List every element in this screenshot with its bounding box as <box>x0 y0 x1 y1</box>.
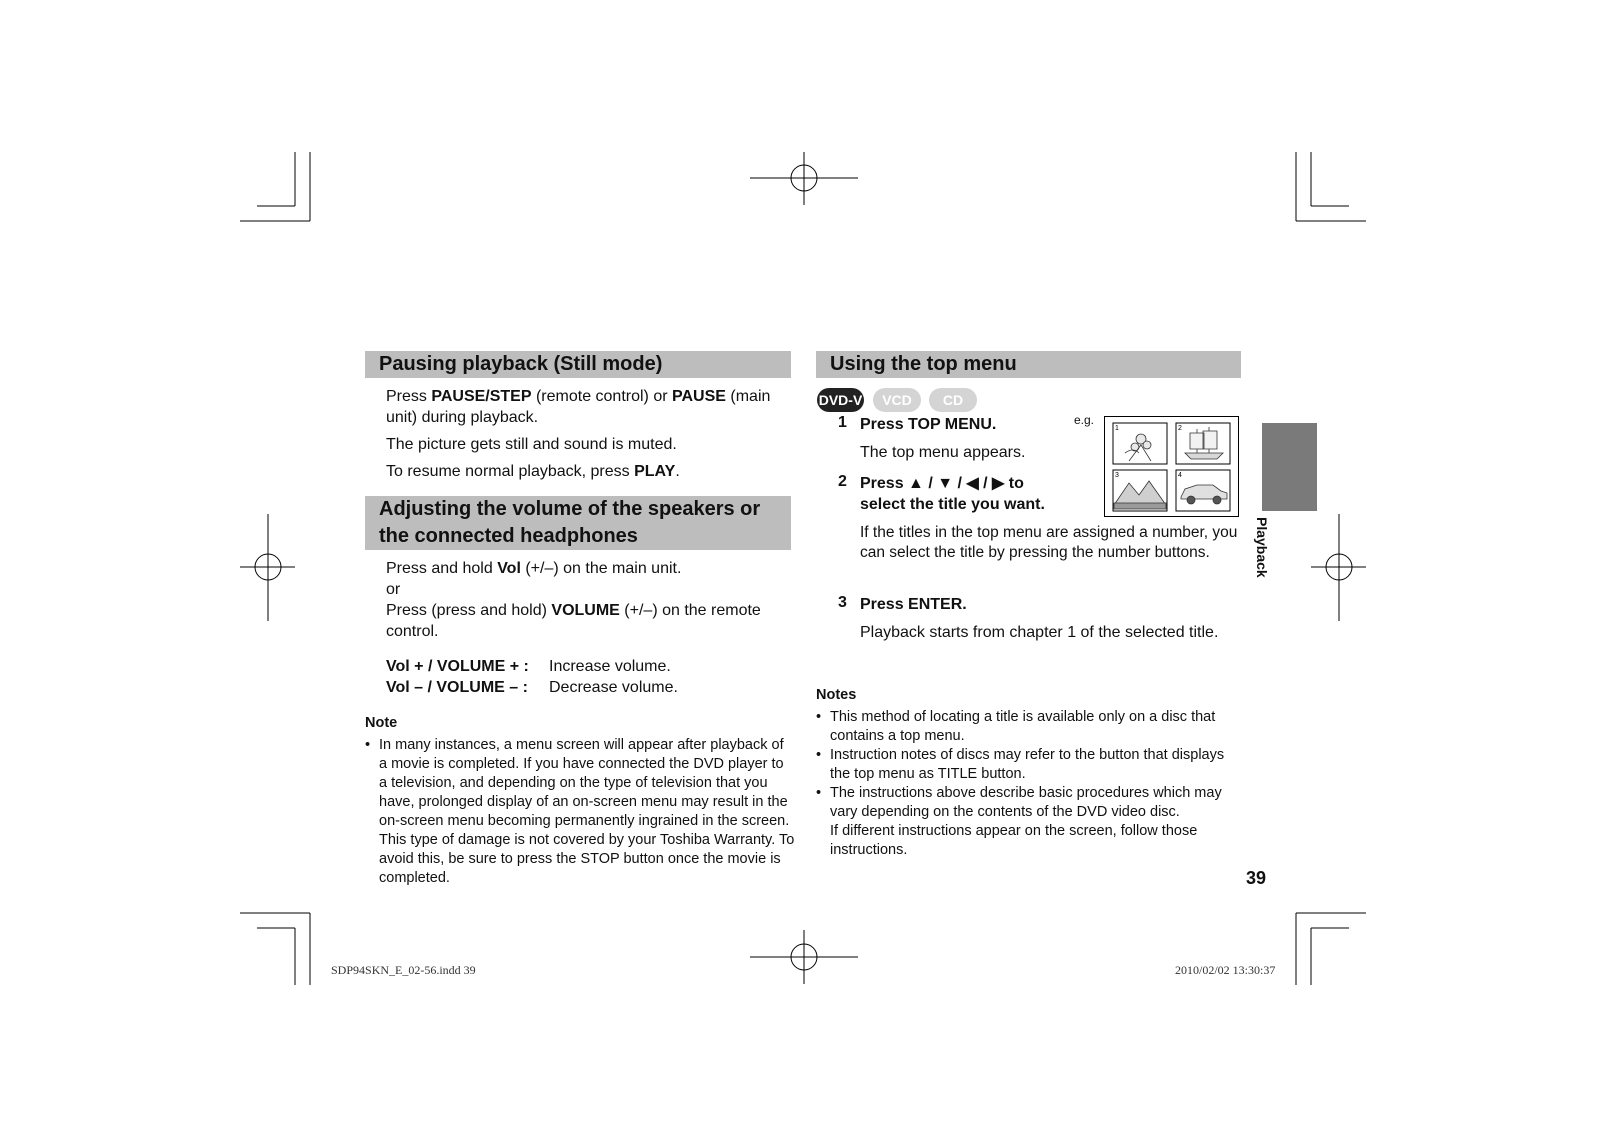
thumbnail-number-4: 4 <box>1178 472 1182 479</box>
side-tab-label: Playback <box>1254 517 1270 578</box>
badge-cd: CD <box>929 388 977 412</box>
section-heading-volume-line1: Adjusting the volume of the speakers or <box>379 498 761 520</box>
top-menu-thumbnails <box>1105 417 1237 515</box>
note-list <box>365 736 795 888</box>
notes-item-1: • This method of locating a title is available only on a disc that contains a top menu. <box>816 708 1246 746</box>
footer-file-name: SDP94SKN_E_02-56.indd 39 <box>331 963 476 977</box>
notes-item-3-continued: If different instructions appear on the screen, follow those instructions. <box>830 823 1198 858</box>
notes-list <box>816 708 1246 822</box>
volume-instructions <box>386 558 796 642</box>
section-heading-volume <box>365 496 791 550</box>
volume-value-up: Increase volume. <box>549 658 671 675</box>
thumbnail-number-2: 2 <box>1178 425 1182 432</box>
volume-row-decrease <box>386 677 806 698</box>
step-3-number: 3 <box>838 594 847 611</box>
section-heading-volume-line2: the connected headphones <box>379 525 638 547</box>
left-note <box>365 714 795 888</box>
pause-instruction-1: Press PAUSE/STEP (remote control) or PAUSE (main unit) during playback. <box>386 388 771 426</box>
step-1-number: 1 <box>838 414 847 431</box>
volume-or: or <box>386 581 401 598</box>
pause-instructions <box>386 386 796 488</box>
thumbnail-number-1: 1 <box>1115 425 1119 432</box>
top-menu-illustration <box>1104 416 1239 517</box>
notes-item-2: • Instruction notes of discs may refer to the button that displays the top menu as TITLE button. <box>816 746 1246 784</box>
note-item: • In many instances, a menu screen will appear after playback of a movie is completed. If you have connected the DVD player to a television, and depending on the type of television that you have, prolonged display of an on-screen menu may result in the on-screen menu becoming permanently ingrained in the screen. This type of damage is not covered by your Toshiba Warranty. To avoid this, be sure to press the STOP button once the movie is completed. <box>365 736 795 888</box>
step-3-text: Press ENTER. <box>860 596 967 613</box>
step-2-line-1: Press ▲ / ▼ / ◀ / ▶ to <box>860 475 1024 492</box>
volume-row-increase <box>386 656 806 677</box>
section-heading-pause-text: Pausing playback (Still mode) <box>379 353 663 375</box>
volume-key-up: Vol + / VOLUME + : <box>386 658 529 675</box>
step-1-text: Press TOP MENU. <box>860 416 997 433</box>
volume-instruction-1: Press and hold Vol (+/–) on the main unit. <box>386 560 682 577</box>
notes-title: Notes <box>816 687 857 703</box>
side-tab-marker <box>1262 423 1317 511</box>
section-heading-pause <box>365 351 791 378</box>
badge-dvd-v: DVD-V <box>817 388 864 412</box>
page-number: 39 <box>1246 868 1267 888</box>
section-heading-top-menu <box>816 351 1241 378</box>
notes-item-3: • The instructions above describe basic procedures which may vary depending on the contents of the DVD video disc. <box>816 784 1246 822</box>
note-title: Note <box>365 715 398 731</box>
thumbnail-number-3: 3 <box>1115 472 1119 479</box>
step-1-description: The top menu appears. <box>860 444 1026 461</box>
step-2-text <box>860 473 1045 515</box>
volume-key-table <box>386 656 806 698</box>
volume-value-down: Decrease volume. <box>549 679 678 696</box>
pause-instruction-3: To resume normal playback, press PLAY. <box>386 463 680 480</box>
pause-instruction-2: The picture gets still and sound is muted. <box>386 436 677 453</box>
volume-key-down: Vol – / VOLUME – : <box>386 679 528 696</box>
badge-vcd: VCD <box>873 388 921 412</box>
volume-instruction-2: Press (press and hold) VOLUME (+/–) on the remote control. <box>386 602 761 640</box>
section-heading-top-menu-text: Using the top menu <box>830 353 1017 375</box>
step-2-number: 2 <box>838 473 847 490</box>
step-3-description: Playback starts from chapter 1 of the selected title. <box>860 624 1219 641</box>
footer-timestamp: 2010/02/02 13:30:37 <box>1175 963 1276 977</box>
right-notes <box>816 686 1246 860</box>
step-2-line-2: select the title you want. <box>860 496 1045 513</box>
step-2-description: If the titles in the top menu are assigned a number, you can select the title by pressing the number buttons. <box>860 524 1238 561</box>
eg-label: e.g. <box>1074 413 1095 427</box>
